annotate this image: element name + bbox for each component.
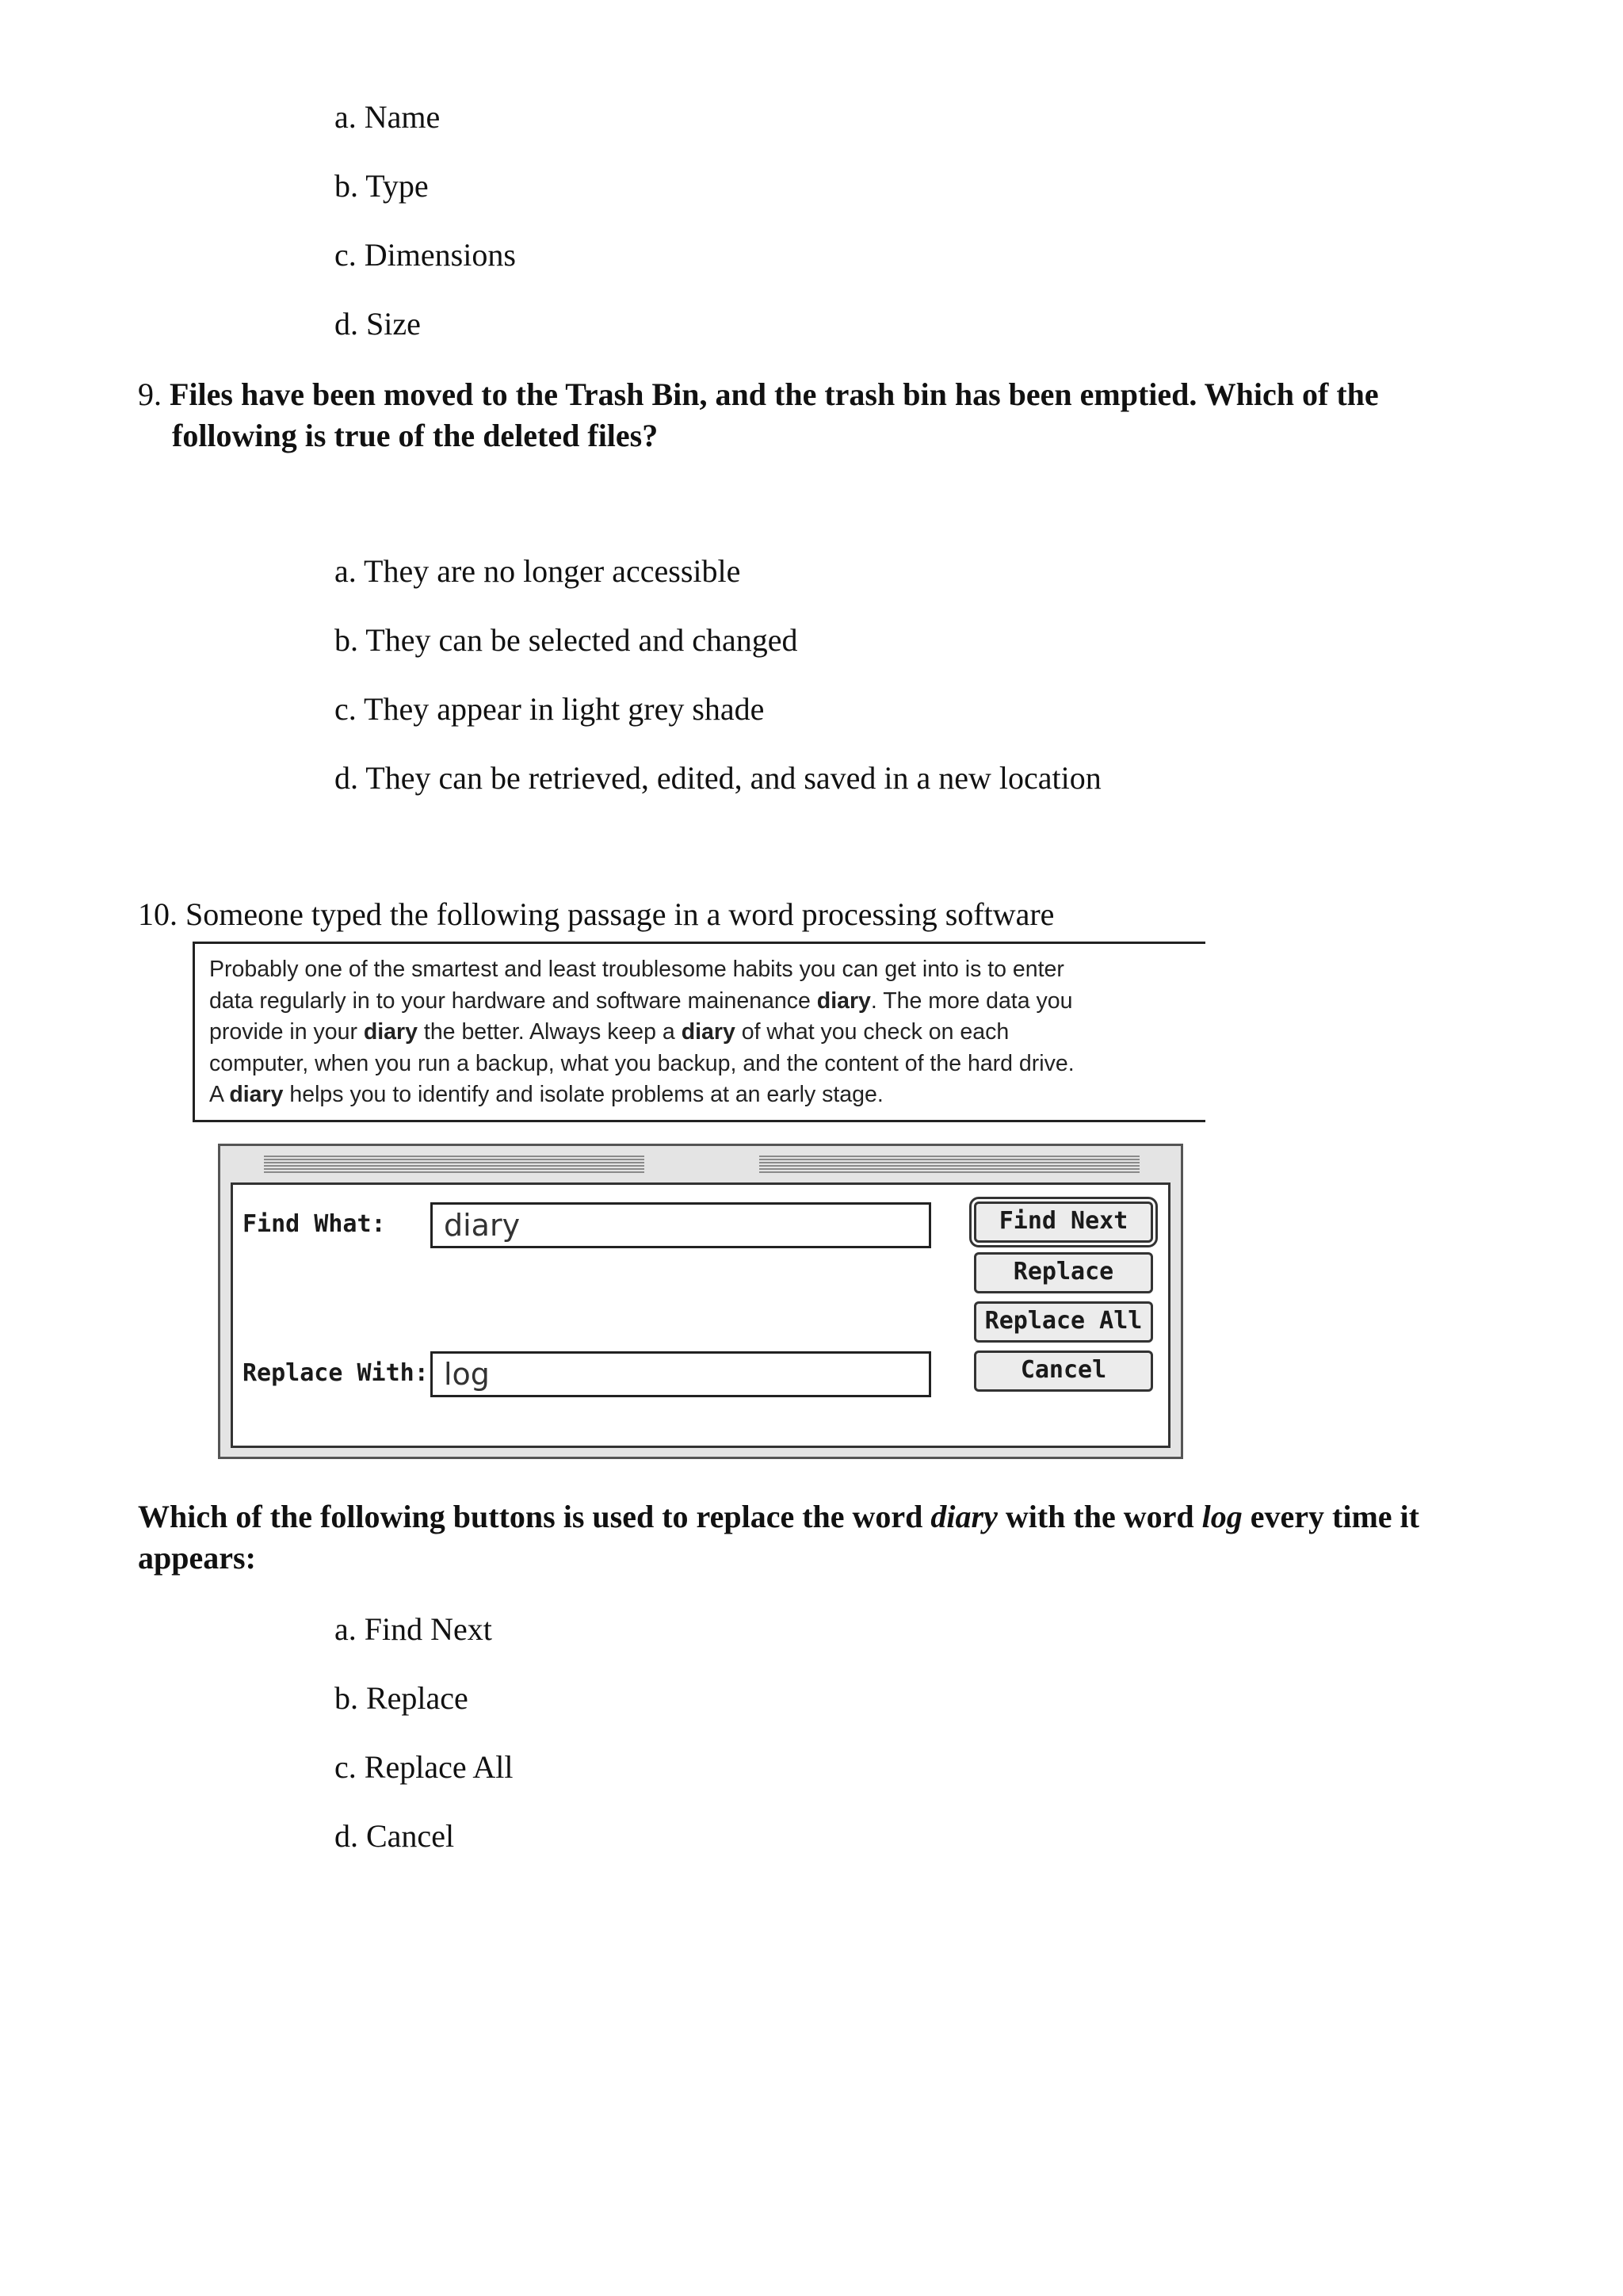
q9-option-d: d. They can be retrieved, edited, and saved in a new location (334, 760, 1102, 796)
question-10-intro: 10. Someone typed the following passage in a word processing software (138, 896, 1055, 932)
q9-option-a: a. They are no longer accessible (334, 553, 741, 589)
passage-line: Probably one of the smartest and least troublesome habits you can get into is to enter (209, 957, 1064, 982)
replace-all-button[interactable]: Replace All (974, 1301, 1153, 1343)
passage-line: provide in your diary the better. Always keep a diary of what you check on each (209, 1019, 1010, 1045)
dialog-body (231, 1182, 1170, 1448)
passage-line: computer, when you run a backup, what you backup, and the content of the hard drive. (209, 1050, 1075, 1076)
replace-button[interactable]: Replace (974, 1252, 1153, 1293)
titlebar-stripes-left (264, 1156, 644, 1175)
question-number: 10. (138, 896, 178, 932)
passage-line: data regularly in to your hardware and software mainenance diary. The more data you (209, 988, 1073, 1014)
question-text-line2: following is true of the deleted files? (172, 418, 659, 453)
q9-option-b: b. They can be selected and changed (334, 622, 798, 658)
cancel-button[interactable]: Cancel (974, 1350, 1153, 1392)
find-what-input[interactable]: diary (430, 1202, 931, 1248)
question-number: 9. (138, 376, 162, 412)
q10-option-b: b. Replace (334, 1680, 468, 1716)
q10-option-a: a. Find Next (334, 1611, 492, 1647)
prev-option-d: d. Size (334, 306, 421, 342)
passage-box (193, 942, 1205, 1122)
question-9 (138, 374, 1501, 457)
titlebar-stripes-right (759, 1156, 1140, 1175)
replace-with-input[interactable]: log (430, 1351, 931, 1397)
dialog-titlebar[interactable] (220, 1146, 1181, 1179)
q10-option-c: c. Replace All (334, 1749, 514, 1785)
prev-option-b: b. Type (334, 168, 429, 204)
question-text-line1: Files have been moved to the Trash Bin, and the trash bin has been emptied. Which of the (170, 376, 1379, 412)
find-replace-dialog (218, 1144, 1183, 1459)
q10-option-d: d. Cancel (334, 1818, 455, 1854)
prev-option-a: a. Name (334, 99, 441, 135)
find-next-button[interactable]: Find Next (974, 1201, 1153, 1243)
replace-with-label: Replace With: (242, 1359, 429, 1387)
passage-line: A diary helps you to identify and isolate problems at an early stage. (209, 1082, 884, 1107)
question-10-prompt: Which of the following buttons is used to replace the word diary with the word log every time it appears: (138, 1499, 1419, 1576)
q9-option-c: c. They appear in light grey shade (334, 691, 765, 727)
prev-option-c: c. Dimensions (334, 237, 516, 273)
find-what-label: Find What: (242, 1210, 386, 1238)
